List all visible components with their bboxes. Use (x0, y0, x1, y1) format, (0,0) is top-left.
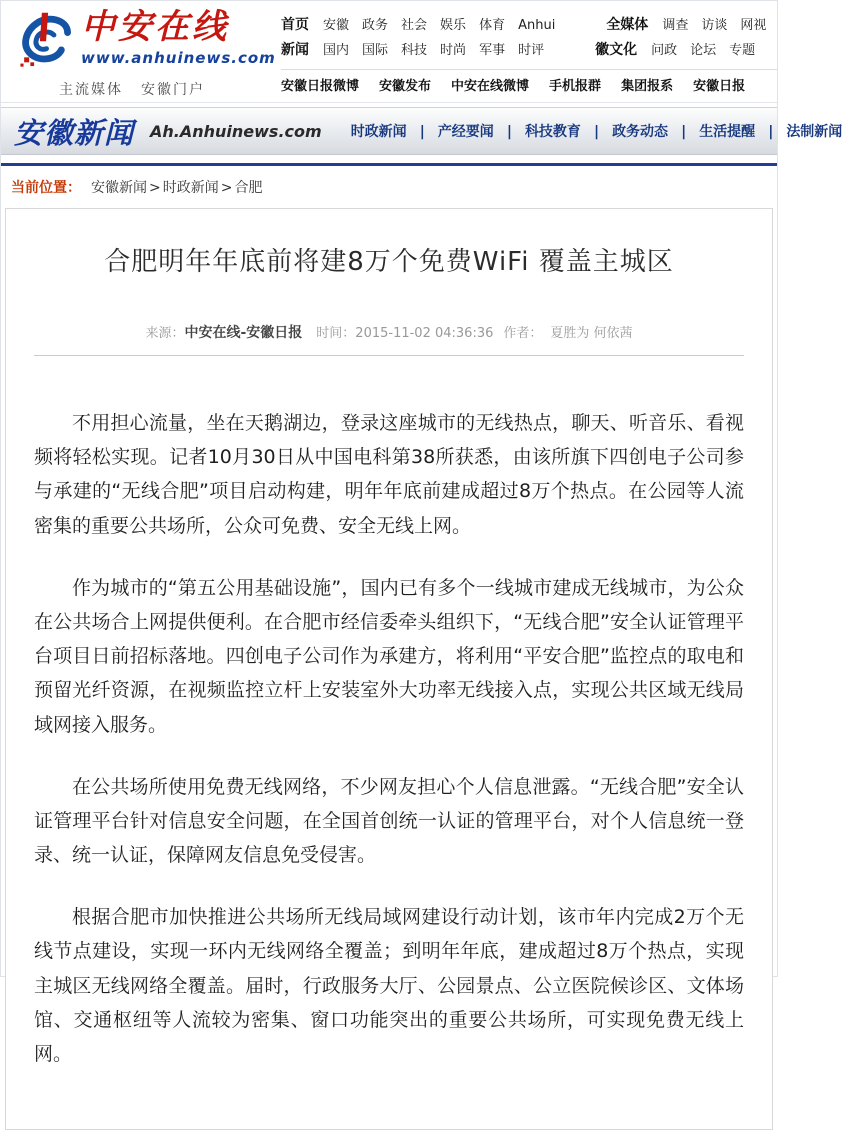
nav-link[interactable]: 国内 (323, 43, 350, 58)
nav-link[interactable]: 社会 (401, 18, 428, 33)
nav-label-news[interactable]: 新闻 (281, 42, 309, 58)
nav-row-1 (281, 13, 779, 38)
nav-link[interactable]: 安徽 (323, 18, 350, 33)
nav-link[interactable]: 体育 (479, 18, 506, 33)
nav-link[interactable]: 国际 (362, 43, 389, 58)
nav-link[interactable]: 科技 (401, 43, 428, 58)
article-paragraph: 根据合肥市加快推进公共场所无线局域网建设行动计划，该市年内完成2万个无线节点建设，实现一环内无线网络全覆盖；到明年年底，建成超过8万个热点，实现主城区无线网络全覆盖。届时，行政服务大厅、公园景点、公立医院候诊区、文体场馆、交通枢纽等人流较为密集、窗口功能突出的重要公共场所，可实现免费无线上网。 (34, 906, 744, 1065)
channel-title[interactable]: 安徽新闻 (14, 115, 135, 150)
nav-link[interactable]: 问政 (651, 43, 678, 58)
brand-url: www.anhuinews.com (81, 49, 276, 67)
channel-link-divider: | (593, 124, 600, 140)
breadcrumb-separator: > (149, 180, 161, 196)
nav-link[interactable]: 时尚 (440, 43, 467, 58)
source-label: 来源： (145, 326, 185, 341)
channel-link-economy[interactable]: 产经要闻 (437, 124, 494, 140)
article-container (5, 208, 773, 1130)
nav-link[interactable]: 时评 (518, 43, 545, 58)
nav-divider (281, 69, 777, 70)
source-value[interactable]: 中安在线-安徽日报 (184, 325, 303, 341)
breadcrumb-item-politics[interactable]: 时政新闻 (162, 180, 219, 196)
channel-link-divider: | (768, 124, 774, 140)
channel-link-divider: | (681, 124, 687, 140)
top-navigation (269, 7, 779, 102)
nav-link[interactable]: 访谈 (701, 18, 728, 33)
nav-link[interactable]: 专题 (729, 43, 756, 58)
channel-links (342, 121, 851, 141)
logo-swoosh-icon (11, 9, 77, 71)
channel-banner (1, 107, 843, 155)
article-paragraph: 在公共场所使用免费无线网络，不少网友担心个人信息泄露。“无线合肥”安全认证管理平台针对信息安全问题，在全国首创统一认证的管理平台，对个人信息统一登录、统一认证，保障网友信息免受侵害。 (34, 775, 744, 867)
nav-link[interactable]: 论坛 (690, 43, 717, 58)
channel-link-gov[interactable]: 政务动态 (612, 124, 669, 140)
article-paragraph: 不用担心流量，坐在天鹅湖边，登录这座城市的无线热点，聊天、听音乐、看视频将轻松实现。记者10月30日从中国电科第38所获悉，由该所旗下四创电子公司参与承建的“无线合肥”项目启动构建，明年年底前建成超过8万个热点。在公园等人流密集的重要公共场所，公众可免费、安全无线上网。 (34, 412, 744, 537)
nav-link[interactable]: 军事 (479, 43, 506, 58)
breadcrumb-label: 当前位置： (11, 180, 81, 196)
nav-link[interactable]: 娱乐 (440, 18, 467, 33)
logo-block (11, 7, 276, 102)
nav-link-anhui-daily[interactable]: 安徽日报 (693, 79, 746, 94)
article-body (34, 406, 744, 1071)
author-value: 夏胜为 何依茜 (550, 326, 633, 341)
nav-row-2 (281, 38, 779, 63)
nav-label-huiculture[interactable]: 徽文化 (595, 42, 638, 58)
breadcrumb-item-anhuinews[interactable]: 安徽新闻 (91, 180, 147, 196)
article-title: 合肥明年年底前将建8万个免费WiFi 覆盖主城区 (104, 247, 674, 277)
nav-link-group-papers[interactable]: 集团报系 (621, 79, 674, 94)
article-meta (34, 322, 744, 342)
channel-link-politics[interactable]: 时政新闻 (350, 124, 407, 140)
nav-link[interactable]: Anhui (518, 18, 556, 33)
logo-tagline (59, 79, 269, 99)
nav-row-3 (281, 75, 779, 99)
tagline-right: 安徽门户 (141, 82, 205, 98)
channel-subtitle: Ah.Anhuinews.com (150, 121, 322, 141)
nav-link[interactable]: 网视 (740, 18, 767, 33)
article-paragraph: 作为城市的“第五公用基础设施”，国内已有多个一线城市建成无线城市，为公众在公共场合上网提供便利。在合肥市经信委牵头组织下，“无线合肥”安全认证管理平台项目日前招标落地。四创电子公司作为承建方，将利用“平安合肥”监控点的取电和预留光纤资源，在视频监控立杆上安装室外大功率无线接入点，实现公共区域无线局域网接入服务。 (34, 576, 744, 736)
channel-link-life[interactable]: 生活提醒 (699, 124, 756, 140)
nav-link[interactable]: 政务 (362, 18, 389, 33)
site-header (1, 1, 777, 103)
logo-text (81, 7, 276, 67)
time-label: 时间： (316, 326, 356, 341)
site-logo[interactable] (11, 7, 276, 71)
channel-link-law[interactable]: 法制新闻 (786, 124, 843, 140)
tagline-left: 主流媒体 (59, 82, 123, 98)
nav-link-mobile-news[interactable]: 手机报群 (549, 79, 602, 94)
channel-link-divider: | (506, 124, 512, 140)
nav-label-home[interactable]: 首页 (281, 17, 309, 33)
nav-link[interactable]: 调查 (662, 18, 689, 33)
nav-link-weibo-daily[interactable]: 安徽日报微博 (281, 79, 360, 94)
author-label: 作者： (503, 326, 543, 341)
breadcrumb-item-hefei[interactable]: 合肥 (234, 180, 263, 196)
meta-divider-rule (34, 355, 744, 356)
nav-link-anhui-release[interactable]: 安徽发布 (379, 79, 432, 94)
channel-link-tech-edu[interactable]: 科技教育 (524, 124, 581, 140)
breadcrumb-separator: > (220, 180, 233, 196)
brand-name: 中安在线 (81, 7, 229, 47)
nav-label-allmedia[interactable]: 全媒体 (606, 17, 649, 33)
time-value: 2015-11-02 04:36:36 (355, 326, 494, 341)
breadcrumb (1, 166, 777, 206)
nav-link-weibo-anhuinews[interactable]: 中安在线微博 (451, 79, 530, 94)
channel-link-divider: | (419, 124, 425, 140)
